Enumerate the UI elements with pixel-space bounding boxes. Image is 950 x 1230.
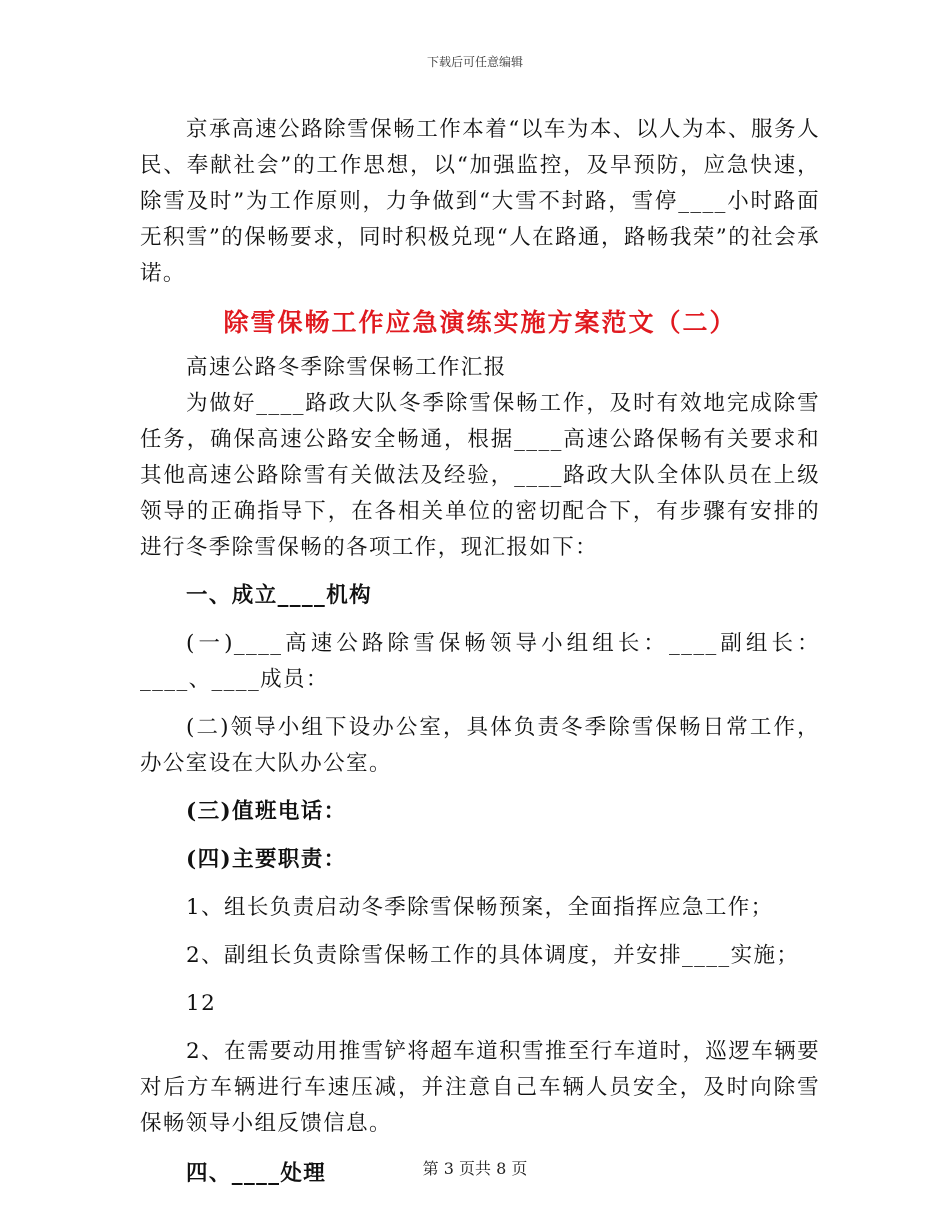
page-number: 第 3 页共 8 页 xyxy=(422,1159,528,1178)
list-item-4: (四)主要职责： xyxy=(186,847,347,872)
section-heading-1: 一、成立____机构 xyxy=(186,583,373,608)
page-header-note: 下载后可任意编辑 xyxy=(426,55,523,69)
duty-item-2: 2、副组长负责除雪保畅工作的具体调度，并安排____实施； xyxy=(186,943,800,968)
document-body xyxy=(140,112,820,1192)
list-item-1: (一)____高速公路除雪保畅领导小组组长：____副组长：____、____成员： xyxy=(140,631,820,692)
body-paragraph: 为做好____路政大队冬季除雪保畅工作，及时有效地完成除雪任务，确保高速公路安全畅通，根据____高速公路保畅有关要求和其他高速公路除雪有关做法及经验，____路政大队全体队员在上级领导的正确指导下，在各相关单位的密切配合下，有步骤有安排的进行冬季除雪保畅的各项工作，现汇报如下： xyxy=(140,391,820,560)
section-heading-4: 四、____处理 xyxy=(186,1161,327,1186)
list-item-2: (二)领导小组下设办公室，具体负责冬季除雪保畅日常工作，办公室设在大队办公室。 xyxy=(140,715,820,776)
duty-item-1: 1、组长负责启动冬季除雪保畅预案，全面指挥应急工作； xyxy=(186,895,774,920)
stray-number: 12 xyxy=(186,991,217,1016)
report-subtitle: 高速公路冬季除雪保畅工作汇报 xyxy=(186,355,507,380)
duty-item-3: 2、在需要动用推雪铲将超车道积雪推至行车道时，巡逻车辆要对后方车辆进行车速压减，并注意自己车辆人员安全，及时向除雪保畅领导小组反馈信息。 xyxy=(140,1039,820,1136)
intro-paragraph: 京承高速公路除雪保畅工作本着“以车为本、以人为本、服务人民、奉献社会”的工作思想，以“加强监控，及早预防，应急快速，除雪及时”为工作原则，力争做到“大雪不封路，雪停____小时路面无积雪”的保畅要求，同时积极兑现“人在路通，路畅我荣”的社会承诺。 xyxy=(140,117,820,286)
document-title: 除雪保畅工作应急演练实施方案范文（二） xyxy=(223,308,737,337)
list-item-3: (三)值班电话： xyxy=(186,799,347,824)
